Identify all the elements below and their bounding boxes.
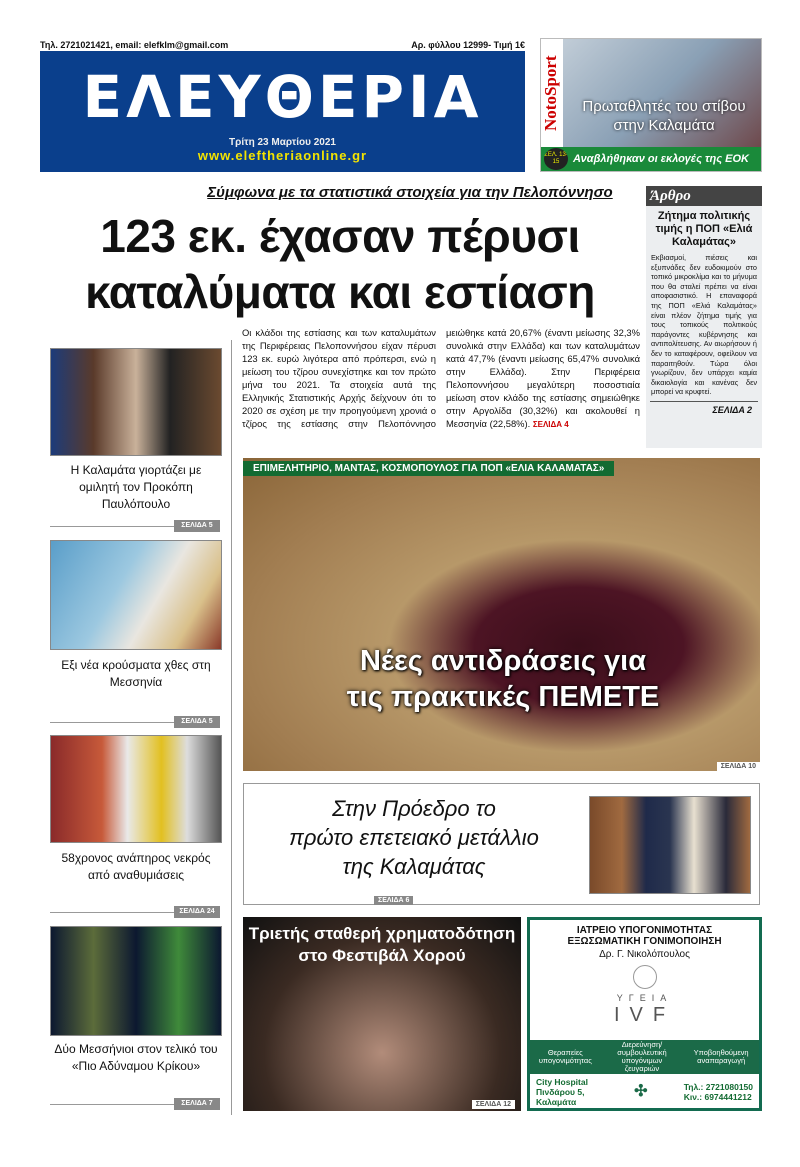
page-tag: ΣΕΛΙΔΑ 24	[174, 906, 220, 918]
ad-service: Διερεύνηση/ συμβουλευτική υπογόνιμων ζευγαριών	[617, 1040, 667, 1073]
ad-brand-1: ΥΓΕΙΑ	[616, 993, 673, 1003]
article-body: Εκβιασμοί, πιέσεις και εξυπνάδες δεν ευδοκιμούν στο τοπικό μικροκλίμα και το μήνυμα που θα σταλεί πρέπει να είναι αποφασιστικό. Η επαναφορά της ΠΟΠ «Ελιά Καλαμάτας» είναι πλέον ζήτημα τιμής για τους τοπικούς πολιτικούς παράγοντες κυβέρνησης και αντιπολίτευσης. Αν αιωρήσουν ή δεν το καταφέρουν, οφείλουν να παραιτηθούν. Τώρα όλοι γνωρίζουν, δεν υπάρχει καμία δικαιολογία και κανένας δεν μπορεί να κρυφτεί.	[651, 253, 757, 397]
ad-mobile[interactable]: Κιν.: 6974441212	[683, 1091, 752, 1102]
lead-body-text: Οι κλάδοι της εστίασης και των καταλυμάτων της Περιφέρειας Πελοποννήσου είχαν πέρυσι 123 εκ. ευρώ λιγότερα από πρόπερσι, ενώ η μείωση του τζίρου συνεχίστηκε και τον πρώτο μήνα του 2021. Τα στοιχεία αυτά της Ελληνικής Στατιστικής Αρχής δείχνουν ότι το 2020 σε σχέση με την προηγούμενη χρονιά ο τζίρος της εστίασης στην Πελοπόννησο μειώθηκε κατά 20,67% (έναντι μείωσης 32,3% συνολικά στην Ελλάδα) και των καταλυμάτων κατά 47,7% (έναντι μείωσης 65,47% συνολικά στην Ελλάδα). Στην Περιφέρεια Πελοποννήσου μεγαλύτερη ποσοστιαία μείωση στον κλάδο της εστίασης σημειώθηκε στην Αργολίδα (30,32%) και ακολουθεί η Μεσσηνία (22,58%).	[242, 327, 640, 429]
olive-title-line-2: τις πρακτικές ΠΕΜΕΤΕ	[346, 681, 660, 713]
column-divider	[231, 340, 232, 1115]
festival-title-line-1: Τριετής σταθερή χρηματοδότηση	[248, 924, 516, 943]
sidebar-caption[interactable]: Δύο Μεσσήνιοι στον τελικό του «Πιο Αδύναμου Κρίκου»	[54, 1042, 218, 1073]
article-title: Ζήτημα πολιτικής τιμής η ΠΟΠ «Ελιά Καλαμάτας»	[655, 210, 753, 248]
issue-date: Τρίτη 23 Μαρτίου 2021	[229, 137, 336, 148]
festival-title	[243, 923, 521, 967]
notosport-promo[interactable]	[540, 38, 762, 172]
sidebar-caption[interactable]: Η Καλαμάτα γιορτάζει με ομιλητή τον Προκόπη Παυλόπουλο	[70, 463, 202, 511]
lead-body	[242, 326, 640, 431]
medal-photo	[589, 796, 751, 894]
covid-test-photo[interactable]	[50, 540, 222, 650]
article-page: ΣΕΛΙΔΑ 2	[650, 401, 758, 415]
headline-line-2: καταλύματα και εστίαση	[85, 266, 595, 318]
notosport-page: ΣΕΛ. 13-15	[544, 148, 568, 170]
pavlopoulos-photo[interactable]	[50, 348, 222, 456]
medal-title-line-3: της Καλαμάτας	[342, 854, 486, 879]
masthead[interactable]	[40, 51, 525, 172]
weakest-link-photo[interactable]	[50, 926, 222, 1036]
page-tag: ΣΕΛΙΔΑ 5	[174, 716, 220, 728]
article-label: Άρθρο	[646, 186, 762, 206]
medal-title-line-1: Στην Πρόεδρο το	[332, 796, 496, 821]
website-url[interactable]: www.eleftheriaonline.gr	[197, 148, 368, 163]
sidebar-caption[interactable]: Εξι νέα κρούσματα χθες στη Μεσσηνία	[61, 658, 211, 689]
ad-doctor: Δρ. Γ. Νικολόπουλος	[599, 949, 690, 960]
ad-address: City Hospital Πινδάρου 5, Καλαμάτα	[536, 1076, 588, 1107]
ad-service: Υποβοηθούμενη αναπαραγωγή	[693, 1048, 749, 1065]
ivf-logo-icon	[633, 965, 657, 989]
lead-page: ΣΕΛΙΔΑ 4	[532, 420, 569, 429]
lead-headline[interactable]	[40, 208, 640, 320]
sidebar-caption[interactable]: 58χρονος ανάπηρος νεκρός από αναθυμιάσεις	[61, 851, 211, 882]
notosport-banner: Αναβλήθηκαν οι εκλογές της ΕΟΚ	[573, 153, 749, 165]
festival-title-line-2: στο Φεστιβάλ Χορού	[298, 946, 466, 965]
contact-line: Τηλ. 2721021421, email: elefklm@gmail.com	[40, 40, 229, 50]
page-tag: ΣΕΛΙΔΑ 5	[174, 520, 220, 532]
ambulance-photo[interactable]	[50, 735, 222, 843]
medal-story[interactable]	[243, 783, 760, 905]
festival-page: ΣΕΛΙΔΑ 12	[472, 1100, 515, 1109]
headline-line-1: 123 εκ. έχασαν πέρυσι	[100, 210, 580, 262]
ad-line-1: ΙΑΤΡΕΙΟ ΥΠΟΓΟΝΙΜΟΤΗΤΑΣ	[576, 925, 713, 936]
ad-line-2: ΕΞΩΣΩΜΑΤΙΚΗ ΓΟΝΙΜΟΠΟΙΗΣΗ	[567, 936, 722, 947]
notosport-brand: NotoSport	[541, 39, 563, 147]
notosport-title: Πρωταθλητές του στίβου στην Καλαμάτα	[582, 98, 746, 134]
olive-story[interactable]	[243, 458, 760, 771]
olive-title-line-1: Νέες αντιδράσεις για	[359, 645, 647, 677]
medal-title-line-2: πρώτο επετειακό μετάλλιο	[289, 825, 539, 850]
olive-label: ΕΠΙΜΕΛΗΤΗΡΙΟ, ΜΑΝΤΑΣ, ΚΟΣΜΟΠΟΥΛΟΣ ΓΙΑ ΠΟΠ «ΕΛΙΑ ΚΑΛΑΜΑΤΑΣ»	[243, 461, 614, 476]
newspaper-logo: ΕΛΕΥΘΕΡΙΑ	[82, 63, 483, 131]
olive-title	[283, 643, 723, 715]
issue-line: Αρ. φύλλου 12999- Τιμή 1€	[411, 40, 525, 50]
tree-logo-icon: ✣	[634, 1082, 648, 1100]
opinion-article[interactable]	[646, 186, 762, 448]
medal-title	[254, 794, 574, 881]
ad-service: Θεραπείες υπογονιμότητας	[538, 1048, 592, 1065]
ad-phone[interactable]: Τηλ.: 2721080150	[683, 1081, 753, 1092]
olive-page: ΣΕΛΙΔΑ 10	[717, 762, 760, 771]
ad-brand-2: IVF	[613, 1004, 676, 1026]
ivf-advertisement[interactable]	[527, 917, 762, 1111]
dance-festival-story[interactable]	[243, 917, 521, 1111]
lead-kicker: Σύμφωνα με τα στατιστικά στοιχεία για την Πελοπόννησο	[207, 184, 613, 201]
page-tag: ΣΕΛΙΔΑ 7	[174, 1098, 220, 1110]
medal-page: ΣΕΛΙΔΑ 6	[374, 896, 413, 905]
